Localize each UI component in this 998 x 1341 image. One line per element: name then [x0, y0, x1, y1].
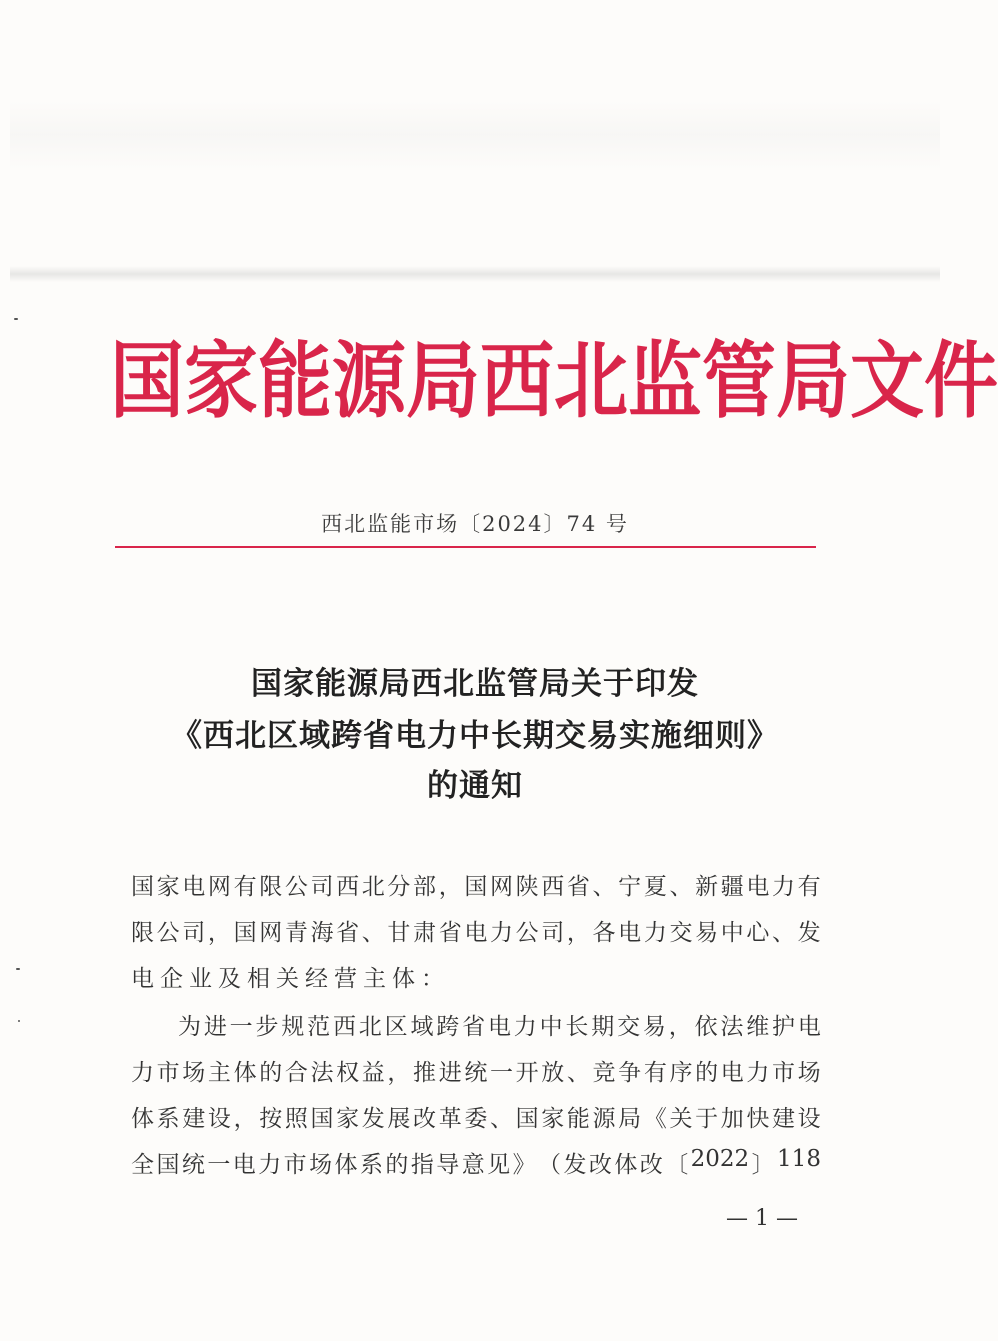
body-text-line: 电 企 业 及 相 关 经 营 主 体 ： [131, 966, 450, 992]
scan-shading [10, 100, 940, 170]
scan-fold-band [10, 266, 940, 282]
notice-title-line-1: 国家能源局西北监管局关于印发 [251, 666, 699, 702]
body-text-line: 限 公 司 ， 国 网 青 海 省 、 甘 肃 省 电 力 公 司 ， 各 电 力 交 易 中 心 、 发 [131, 920, 821, 946]
body-text-line: 体 系 建 设 ， 按 照 国 家 发 展 改 革 委 、 国 家 能 源 局 《 关 于 加 快 建 设 [131, 1106, 821, 1132]
document-number: 西北监能市场〔2024〕74 号 [321, 512, 629, 536]
document-masthead: 国 家 能 源 局 西 北 监 管 局 文 件 [110, 333, 998, 430]
red-divider-line [115, 546, 816, 548]
notice-title-line-3: 的通知 [427, 768, 523, 804]
page-number: — 1 — [726, 1206, 798, 1231]
body-text-line: 国 家 电 网 有 限 公 司 西 北 分 部 ， 国 网 陕 西 省 、 宁 夏 、 新 疆 电 力 有 [131, 874, 821, 900]
scan-speck [18, 1020, 20, 1022]
body-text-line: 力 市 场 主 体 的 合 法 权 益 ， 推 进 统 一 开 放 、 竞 争 有 序 的 电 力 市 场 [131, 1060, 821, 1086]
scan-speck [16, 968, 20, 970]
body-text-line: 为 进 一 步 规 范 西 北 区 域 跨 省 电 力 中 长 期 交 易 ， 依 法 维 护 电 [178, 1014, 821, 1040]
notice-title-line-2: 《西北区域跨省电力中长期交易实施细则》 [171, 718, 779, 754]
body-text-line: 全 国 统 一 电 力 市 场 体 系 的 指 导 意 见 》 （ 发 改 体 改 〔 2022 〕 118 [131, 1146, 821, 1178]
scan-speck [14, 318, 18, 320]
